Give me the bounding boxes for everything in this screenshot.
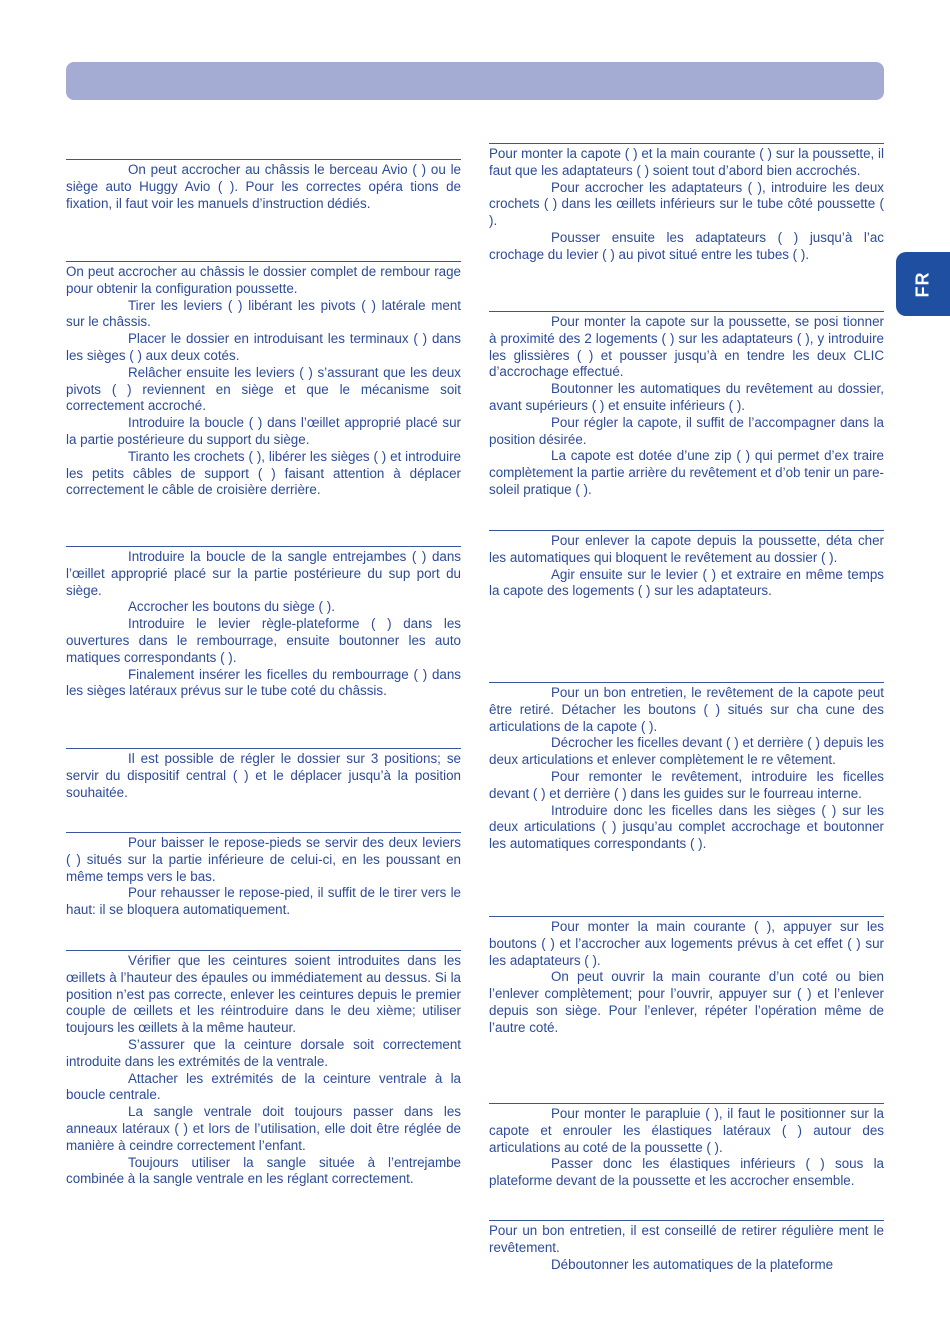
paragraph: Tirer les leviers ( ) libérant les pivots ( ) latérale ment sur le châssis.	[66, 297, 461, 330]
section-accessories	[66, 159, 461, 212]
paragraph: Pour accrocher les adaptateurs ( ), introduire les deux crochets ( ) dans les œillets inférieurs sur le tube côté poussette ( ).	[489, 179, 884, 229]
paragraph: La sangle ventrale doit toujours passer dans les anneaux latéraux ( ) et lors de l’utilisation, elle doit être réglée de manière à ceindre correctement l’enfant.	[66, 1104, 461, 1153]
paragraph: Pour monter la main courante ( ), appuyer sur les boutons ( ) et l’accrocher aux logements prévus à cet effet ( ) sur les adaptateurs ( ).	[489, 919, 884, 968]
paragraph: Déboutonner les automatiques de la plateforme	[551, 1256, 834, 1272]
section-backrest-mount	[66, 261, 461, 499]
section-backrest-adjust	[66, 748, 461, 801]
paragraph: Introduire la boucle de la sangle entrejambes ( ) dans l’œillet approprié placé sur la partie postérieure du sup port du siège.	[66, 549, 461, 598]
section-cover-removal	[489, 1220, 884, 1273]
paragraph: Attacher les extrémités de la ceinture ventrale à la boucle centrale.	[66, 1070, 461, 1103]
paragraph: Passer donc les élastiques inférieurs ( ) sous la plateforme devant de la poussette et les accrocher ensemble.	[489, 1156, 884, 1189]
section-hood-mount	[489, 311, 884, 499]
paragraph: Pour rehausser le repose-pied, il suffit de le tirer vers le haut: il se bloquera automatiquement.	[66, 885, 461, 918]
paragraph: Pour enlever la capote depuis la poussette, déta cher les automatiques qui bloquent le revêtement au dossier ( ).	[489, 533, 884, 565]
paragraph: Pour régler la capote, il suffit de l’accompagner dans la position désirée.	[489, 414, 884, 447]
section-umbrella	[489, 1103, 884, 1190]
paragraph: Pour un bon entretien, il est conseillé de retirer régulière ment le revêtement.	[489, 1223, 884, 1255]
paragraph: Vérifier que les ceintures soient introduites dans les œillets à l’hauteur des épaules ou immédiatement au dessus. Si la position n’est pas correcte, enlever les ceintures depuis le premier couple de œillets et les réintroduire dans le deu xième; utiliser toujours les œillets à la même hauteur.	[66, 953, 461, 1036]
section-adapters	[489, 143, 884, 264]
paragraph: Pousser ensuite les adaptateurs ( ) jusqu’à l’ac crochage du levier ( ) au pivot situé entre les tubes ( ).	[489, 229, 884, 262]
paragraph: Tiranto les crochets ( ), libérer les sièges ( ) et introduire les petits câbles de support ( ) faisant attention à déplacer correctement le câble de croisière derrière.	[66, 448, 461, 498]
paragraph: On peut ouvrir la main courante d’un coté ou bien l’enlever complètement; pour l’ouvrir, appuyer sur ( ) et l’enlever depuis son siège. Pour l’enlever, répéter l’opération même de l’autre coté.	[489, 969, 884, 1035]
paragraph: Décrocher les ficelles devant ( ) et derrière ( ) depuis les deux articulations et enlever complètement le re vêtement.	[489, 735, 884, 768]
paragraph: Pour remonter le revêtement, introduire les ficelles devant ( ) et derrière ( ) dans les guides sur le fourreau interne.	[489, 768, 884, 801]
section-bumper-bar	[489, 916, 884, 1037]
paragraph: Boutonner les automatiques du revêtement au dossier, avant supérieurs ( ) et ensuite inférieurs ( ).	[489, 381, 884, 413]
paragraph: Pour monter la capote ( ) et la main courante ( ) sur la poussette, il faut que les adaptateurs ( ) soient tout d’abord bien accrochés.	[489, 146, 884, 178]
paragraph: Il est possible de régler le dossier sur 3 positions; se servir du dispositif central ( ) et le déplacer jusqu’à la position souhaitée.	[66, 751, 461, 800]
paragraph: Introduire le levier règle-plateforme ( ) dans les ouvertures dans le rembourrage, ensuite boutonner les auto matiques correspondants ( ).	[66, 616, 461, 665]
paragraph: Toujours utiliser la sangle située à l’entrejambe combinée à la sangle ventrale en les réglant correctement.	[66, 1154, 461, 1187]
paragraph: Relâcher ensuite les leviers ( ) s’assurant que les deux pivots ( ) reviennent en siège et que le mécanisme soit correctement accroché.	[66, 364, 461, 414]
paragraph: Pour monter le parapluie ( ), il faut le positionner sur la capote et enrouler les élastiques latéraux ( ) autour des articulations au coté de la poussette ( ).	[489, 1106, 884, 1155]
paragraph: Introduire la boucle ( ) dans l’œillet approprié placé sur la partie postérieure du support du siège.	[66, 415, 461, 447]
paragraph: La capote est dotée d’une zip ( ) qui permet d’ex traire complètement la partie arrière du revêtement et d’ob tenir un pare-soleil pratique ( ).	[489, 448, 884, 497]
section-seat-padding	[66, 546, 461, 700]
paragraph: On peut accrocher au châssis le berceau Avio ( ) ou le siège auto Huggy Avio ( ). Pour les correctes opéra tions de fixation, il faut voir les manuels d’instruction dédiés.	[66, 162, 461, 211]
paragraph: On peut accrocher au châssis le dossier complet de rembour rage pour obtenir la configuration poussette.	[66, 264, 461, 296]
paragraph: S’assurer que la ceinture dorsale soit correctement introduite dans les extrémités de la ventrale.	[66, 1036, 461, 1069]
language-tab-label: FR	[912, 271, 933, 297]
header-bar	[66, 62, 884, 100]
paragraph: Pour un bon entretien, le revêtement de la capote peut être retiré. Détacher les boutons ( ) situés sur cha cune des articulations de la capote ( ).	[489, 685, 884, 734]
paragraph: Introduire donc les ficelles dans les sièges ( ) sur les deux articulations ( ) jusqu’au complet accrochage et boutonner les automatiques correspondants ( ).	[489, 802, 884, 852]
paragraph: Agir ensuite sur le levier ( ) et extraire en même temps la capote des logements ( ) sur les adaptateurs.	[489, 566, 884, 599]
section-hood-cover	[489, 682, 884, 853]
paragraph: Pour baisser le repose-pieds se servir des deux leviers ( ) situés sur la partie inférieure de celui-ci, en les poussant en même temps vers le bas.	[66, 835, 461, 884]
section-footrest	[66, 832, 461, 919]
paragraph: Finalement insérer les ficelles du rembourrage ( ) dans les sièges latéraux prévus sur le tube coté du châssis.	[66, 666, 461, 699]
paragraph: Accrocher les boutons du siège ( ).	[128, 599, 335, 615]
paragraph: Placer le dossier en introduisant les terminaux ( ) dans les sièges ( ) aux deux cotés.	[66, 331, 461, 363]
language-tab	[896, 252, 950, 316]
section-hood-removal	[489, 530, 884, 600]
section-safety-belts	[66, 950, 461, 1188]
paragraph: Pour monter la capote sur la poussette, se posi tionner à proximité des 2 logements ( ) sur les adaptateurs ( ), y introduire les glissières ( ) et pousser jusqu’à en tendre les deux CLIC d’accrochage effectué.	[489, 314, 884, 380]
